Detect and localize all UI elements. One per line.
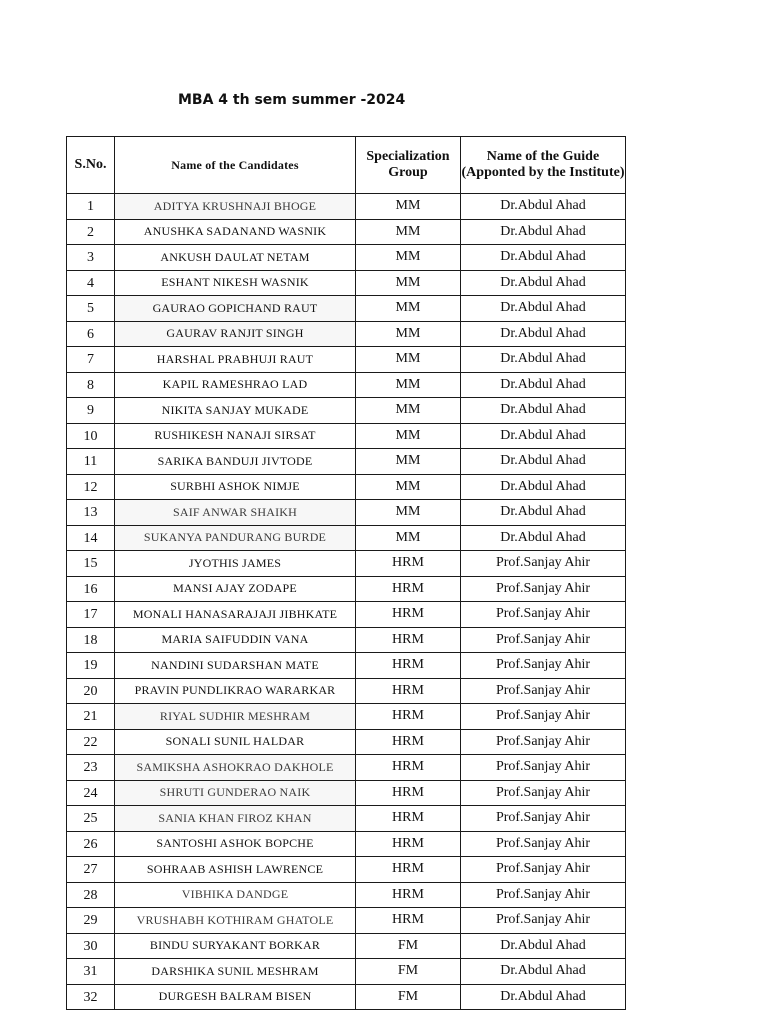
row-specialization: HRM — [356, 576, 461, 602]
row-guide: Prof.Sanjay Ahir — [461, 627, 626, 653]
row-candidate-name: RUSHIKESH NANAJI SIRSAT — [115, 423, 356, 449]
row-specialization: MM — [356, 270, 461, 296]
row-specialization: HRM — [356, 806, 461, 832]
row-candidate-name: MANSI AJAY ZODAPE — [115, 576, 356, 602]
table-row — [67, 347, 626, 373]
row-candidate-name: SAMIKSHA ASHOKRAO DAKHOLE — [115, 755, 356, 781]
row-sno: 26 — [67, 831, 115, 857]
row-guide: Prof.Sanjay Ahir — [461, 831, 626, 857]
row-specialization: MM — [356, 372, 461, 398]
row-specialization: MM — [356, 474, 461, 500]
row-candidate-name: ANUSHKA SADANAND WASNIK — [115, 219, 356, 245]
row-specialization: HRM — [356, 653, 461, 679]
header-specialization: Specialization Group — [356, 137, 461, 194]
row-guide: Prof.Sanjay Ahir — [461, 602, 626, 628]
row-guide: Dr.Abdul Ahad — [461, 500, 626, 526]
table-header — [67, 137, 626, 194]
row-candidate-name: SUKANYA PANDURANG BURDE — [115, 525, 356, 551]
table-row — [67, 806, 626, 832]
table-row — [67, 602, 626, 628]
row-candidate-name: NIKITA SANJAY MUKADE — [115, 398, 356, 424]
row-guide: Dr.Abdul Ahad — [461, 525, 626, 551]
table-body — [67, 194, 626, 1010]
row-specialization: MM — [356, 500, 461, 526]
row-guide: Prof.Sanjay Ahir — [461, 729, 626, 755]
row-sno: 16 — [67, 576, 115, 602]
row-specialization: MM — [356, 296, 461, 322]
row-guide: Dr.Abdul Ahad — [461, 933, 626, 959]
table-row — [67, 729, 626, 755]
row-specialization: FM — [356, 933, 461, 959]
row-candidate-name: KAPIL RAMESHRAO LAD — [115, 372, 356, 398]
row-sno: 22 — [67, 729, 115, 755]
row-candidate-name: GAURAO GOPICHAND RAUT — [115, 296, 356, 322]
table-row — [67, 959, 626, 985]
row-guide: Dr.Abdul Ahad — [461, 321, 626, 347]
table-row — [67, 449, 626, 475]
row-specialization: MM — [356, 321, 461, 347]
table-row — [67, 474, 626, 500]
row-specialization: MM — [356, 245, 461, 271]
row-guide: Dr.Abdul Ahad — [461, 423, 626, 449]
header-guide: Name of the Guide (Apponted by the Institute) — [461, 137, 626, 194]
table-row — [67, 882, 626, 908]
row-guide: Dr.Abdul Ahad — [461, 194, 626, 220]
row-guide: Prof.Sanjay Ahir — [461, 806, 626, 832]
row-guide: Prof.Sanjay Ahir — [461, 882, 626, 908]
row-candidate-name: SANIA KHAN FIROZ KHAN — [115, 806, 356, 832]
row-sno: 18 — [67, 627, 115, 653]
table-row — [67, 755, 626, 781]
row-sno: 6 — [67, 321, 115, 347]
row-guide: Prof.Sanjay Ahir — [461, 653, 626, 679]
row-specialization: HRM — [356, 627, 461, 653]
row-specialization: HRM — [356, 729, 461, 755]
row-candidate-name: ESHANT NIKESH WASNIK — [115, 270, 356, 296]
row-specialization: MM — [356, 347, 461, 373]
row-candidate-name: JYOTHIS JAMES — [115, 551, 356, 577]
row-guide: Dr.Abdul Ahad — [461, 398, 626, 424]
row-candidate-name: MARIA SAIFUDDIN VANA — [115, 627, 356, 653]
row-sno: 11 — [67, 449, 115, 475]
row-specialization: MM — [356, 423, 461, 449]
row-specialization: HRM — [356, 602, 461, 628]
row-specialization: HRM — [356, 678, 461, 704]
row-candidate-name: ANKUSH DAULAT NETAM — [115, 245, 356, 271]
row-sno: 9 — [67, 398, 115, 424]
row-candidate-name: SONALI SUNIL HALDAR — [115, 729, 356, 755]
row-candidate-name: BINDU SURYAKANT BORKAR — [115, 933, 356, 959]
row-guide: Prof.Sanjay Ahir — [461, 908, 626, 934]
table-row — [67, 653, 626, 679]
table-row — [67, 576, 626, 602]
table-row — [67, 831, 626, 857]
row-candidate-name: VRUSHABH KOTHIRAM GHATOLE — [115, 908, 356, 934]
row-sno: 8 — [67, 372, 115, 398]
row-sno: 12 — [67, 474, 115, 500]
row-sno: 30 — [67, 933, 115, 959]
row-guide: Prof.Sanjay Ahir — [461, 780, 626, 806]
row-sno: 1 — [67, 194, 115, 220]
row-sno: 28 — [67, 882, 115, 908]
row-sno: 29 — [67, 908, 115, 934]
row-sno: 32 — [67, 984, 115, 1010]
row-candidate-name: NANDINI SUDARSHAN MATE — [115, 653, 356, 679]
row-sno: 23 — [67, 755, 115, 781]
row-guide: Prof.Sanjay Ahir — [461, 857, 626, 883]
row-guide: Dr.Abdul Ahad — [461, 347, 626, 373]
row-specialization: MM — [356, 525, 461, 551]
row-sno: 3 — [67, 245, 115, 271]
row-candidate-name: VIBHIKA DANDGE — [115, 882, 356, 908]
row-candidate-name: GAURAV RANJIT SINGH — [115, 321, 356, 347]
row-guide: Dr.Abdul Ahad — [461, 270, 626, 296]
row-specialization: HRM — [356, 857, 461, 883]
row-sno: 25 — [67, 806, 115, 832]
table-row — [67, 984, 626, 1010]
row-candidate-name: SARIKA BANDUJI JIVTODE — [115, 449, 356, 475]
table-row — [67, 678, 626, 704]
row-specialization: MM — [356, 449, 461, 475]
row-candidate-name: MONALI HANASARAJAJI JIBHKATE — [115, 602, 356, 628]
table-row — [67, 780, 626, 806]
table-row — [67, 270, 626, 296]
candidates-table — [66, 136, 626, 1010]
row-sno: 31 — [67, 959, 115, 985]
row-guide: Dr.Abdul Ahad — [461, 959, 626, 985]
row-sno: 19 — [67, 653, 115, 679]
row-guide: Dr.Abdul Ahad — [461, 296, 626, 322]
row-candidate-name: SHRUTI GUNDERAO NAIK — [115, 780, 356, 806]
row-sno: 10 — [67, 423, 115, 449]
row-guide: Dr.Abdul Ahad — [461, 449, 626, 475]
header-sno: S.No. — [67, 137, 115, 194]
table-row — [67, 704, 626, 730]
row-sno: 4 — [67, 270, 115, 296]
row-specialization: MM — [356, 219, 461, 245]
table-row — [67, 857, 626, 883]
row-candidate-name: ADITYA KRUSHNAJI BHOGE — [115, 194, 356, 220]
table-row — [67, 423, 626, 449]
row-guide: Prof.Sanjay Ahir — [461, 551, 626, 577]
row-candidate-name: SOHRAAB ASHISH LAWRENCE — [115, 857, 356, 883]
row-specialization: HRM — [356, 831, 461, 857]
row-specialization: HRM — [356, 755, 461, 781]
row-sno: 17 — [67, 602, 115, 628]
row-specialization: FM — [356, 959, 461, 985]
row-specialization: MM — [356, 194, 461, 220]
table-row — [67, 245, 626, 271]
row-sno: 2 — [67, 219, 115, 245]
row-sno: 21 — [67, 704, 115, 730]
row-candidate-name: DARSHIKA SUNIL MESHRAM — [115, 959, 356, 985]
row-specialization: MM — [356, 398, 461, 424]
table-row — [67, 321, 626, 347]
table-row — [67, 398, 626, 424]
row-specialization: HRM — [356, 908, 461, 934]
row-candidate-name: SAIF ANWAR SHAIKH — [115, 500, 356, 526]
row-guide: Prof.Sanjay Ahir — [461, 678, 626, 704]
row-guide: Dr.Abdul Ahad — [461, 219, 626, 245]
row-specialization: FM — [356, 984, 461, 1010]
row-specialization: HRM — [356, 882, 461, 908]
row-sno: 24 — [67, 780, 115, 806]
table-row — [67, 194, 626, 220]
row-candidate-name: PRAVIN PUNDLIKRAO WARARKAR — [115, 678, 356, 704]
row-sno: 14 — [67, 525, 115, 551]
page-title: MBA 4 th sem summer -2024 — [178, 92, 406, 108]
row-sno: 15 — [67, 551, 115, 577]
row-candidate-name: DURGESH BALRAM BISEN — [115, 984, 356, 1010]
row-candidate-name: RIYAL SUDHIR MESHRAM — [115, 704, 356, 730]
row-candidate-name: HARSHAL PRABHUJI RAUT — [115, 347, 356, 373]
row-sno: 7 — [67, 347, 115, 373]
row-guide: Prof.Sanjay Ahir — [461, 704, 626, 730]
row-sno: 13 — [67, 500, 115, 526]
header-row — [67, 137, 626, 194]
row-guide: Dr.Abdul Ahad — [461, 984, 626, 1010]
row-specialization: HRM — [356, 551, 461, 577]
table-row — [67, 933, 626, 959]
row-guide: Dr.Abdul Ahad — [461, 474, 626, 500]
row-sno: 27 — [67, 857, 115, 883]
table-row — [67, 296, 626, 322]
table-row — [67, 500, 626, 526]
table-row — [67, 372, 626, 398]
row-sno: 20 — [67, 678, 115, 704]
table-row — [67, 525, 626, 551]
header-candidate-name: Name of the Candidates — [115, 137, 356, 194]
table-row — [67, 551, 626, 577]
table-row — [67, 627, 626, 653]
row-guide: Dr.Abdul Ahad — [461, 245, 626, 271]
table-row — [67, 219, 626, 245]
row-guide: Dr.Abdul Ahad — [461, 372, 626, 398]
table-row — [67, 908, 626, 934]
row-sno: 5 — [67, 296, 115, 322]
row-candidate-name: SURBHI ASHOK NIMJE — [115, 474, 356, 500]
row-specialization: HRM — [356, 780, 461, 806]
row-candidate-name: SANTOSHI ASHOK BOPCHE — [115, 831, 356, 857]
row-guide: Prof.Sanjay Ahir — [461, 576, 626, 602]
row-specialization: HRM — [356, 704, 461, 730]
row-guide: Prof.Sanjay Ahir — [461, 755, 626, 781]
